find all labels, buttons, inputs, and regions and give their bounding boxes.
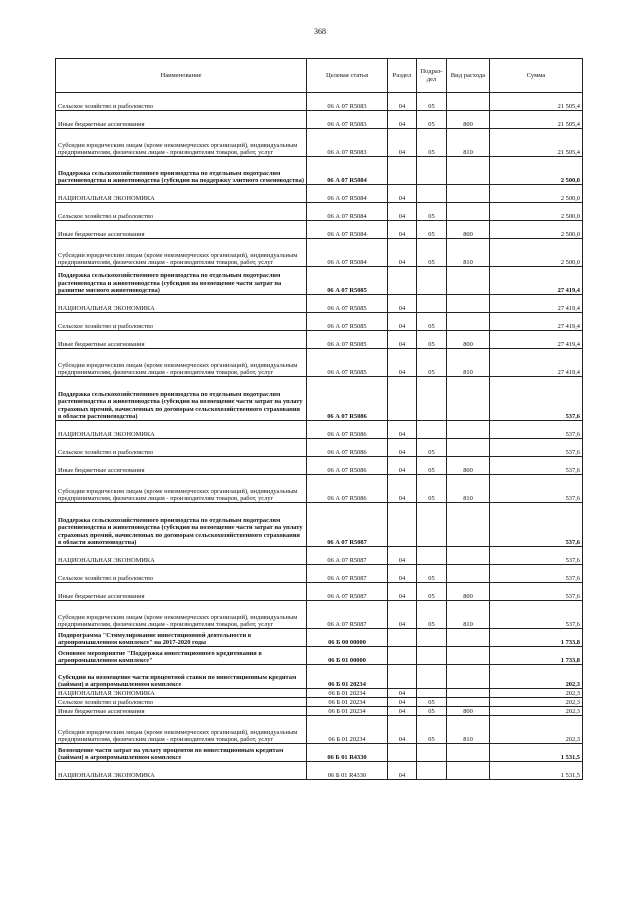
cell-target-article: 06 А 07 R5087 bbox=[307, 601, 388, 629]
cell-sum: 537,6 bbox=[490, 457, 583, 475]
cell-sum: 537,6 bbox=[490, 601, 583, 629]
cell-section: 04 bbox=[388, 349, 417, 377]
header-target-article: Целевая статья bbox=[307, 59, 388, 93]
cell-expense-type: 800 bbox=[447, 583, 490, 601]
cell-expense-type bbox=[447, 503, 490, 547]
cell-target-article: 06 А 07 R5084 bbox=[307, 157, 388, 185]
cell-name: Подпрограмма "Стимулирование инвестиционной деятельности в агропромышленном комплексе" на 2017-2020 годы bbox=[56, 629, 307, 647]
table-header-row bbox=[56, 59, 583, 93]
cell-expense-type bbox=[447, 295, 490, 313]
cell-sum: 2 500,0 bbox=[490, 157, 583, 185]
cell-target-article: 06 Б 01 20234 bbox=[307, 665, 388, 689]
cell-target-article: 06 Б 01 20234 bbox=[307, 716, 388, 744]
cell-expense-type: 800 bbox=[447, 331, 490, 349]
table-row bbox=[56, 331, 583, 349]
cell-subsection: 05 bbox=[417, 565, 447, 583]
cell-subsection: 05 bbox=[417, 129, 447, 157]
cell-sum: 202,3 bbox=[490, 689, 583, 698]
table-row bbox=[56, 647, 583, 665]
cell-target-article: 06 А 07 R5086 bbox=[307, 439, 388, 457]
table-row bbox=[56, 239, 583, 267]
table-row bbox=[56, 377, 583, 421]
cell-subsection bbox=[417, 762, 447, 780]
table-row bbox=[56, 744, 583, 762]
cell-expense-type: 810 bbox=[447, 716, 490, 744]
cell-target-article: 06 Б 01 20234 bbox=[307, 698, 388, 707]
table-body bbox=[56, 93, 583, 780]
table-row bbox=[56, 547, 583, 565]
cell-name: Иные бюджетные ассигнования bbox=[56, 457, 307, 475]
cell-section: 04 bbox=[388, 762, 417, 780]
cell-section bbox=[388, 629, 417, 647]
cell-section: 04 bbox=[388, 185, 417, 203]
cell-section: 04 bbox=[388, 313, 417, 331]
cell-name: Иные бюджетные ассигнования bbox=[56, 111, 307, 129]
cell-expense-type: 800 bbox=[447, 221, 490, 239]
header-sum: Сумма bbox=[490, 59, 583, 93]
cell-expense-type bbox=[447, 565, 490, 583]
cell-section: 04 bbox=[388, 93, 417, 111]
cell-name: Сельское хозяйство и рыболовство bbox=[56, 203, 307, 221]
cell-target-article: 06 А 07 R5085 bbox=[307, 313, 388, 331]
cell-sum: 537,6 bbox=[490, 565, 583, 583]
cell-subsection: 05 bbox=[417, 716, 447, 744]
cell-subsection: 05 bbox=[417, 203, 447, 221]
cell-subsection: 05 bbox=[417, 331, 447, 349]
cell-sum: 27 419,4 bbox=[490, 295, 583, 313]
cell-sum: 21 505,4 bbox=[490, 111, 583, 129]
cell-name: НАЦИОНАЛЬНАЯ ЭКОНОМИКА bbox=[56, 421, 307, 439]
cell-target-article: 06 А 07 R5084 bbox=[307, 185, 388, 203]
cell-name: Поддержка сельскохозяйственного производства по отдельным подотраслям растениеводства и животноводства (субсидии на поддержку элитного семеноводства) bbox=[56, 157, 307, 185]
cell-target-article: 06 А 07 R5084 bbox=[307, 221, 388, 239]
cell-name: Поддержка сельскохозяйственного производства по отдельным подотраслям растениеводства и животноводства (субсидии на возмещение части затрат на уплату страховых премий, начисленных по договорам сельскохозяйственного страхования в области растениеводства) bbox=[56, 377, 307, 421]
cell-section: 04 bbox=[388, 698, 417, 707]
cell-name: Иные бюджетные ассигнования bbox=[56, 707, 307, 716]
table-row bbox=[56, 689, 583, 698]
cell-sum: 537,6 bbox=[490, 583, 583, 601]
cell-expense-type bbox=[447, 377, 490, 421]
cell-subsection: 05 bbox=[417, 707, 447, 716]
cell-section: 04 bbox=[388, 295, 417, 313]
cell-target-article: 06 А 07 R5085 bbox=[307, 295, 388, 313]
cell-expense-type: 810 bbox=[447, 349, 490, 377]
table-row bbox=[56, 93, 583, 111]
cell-name: НАЦИОНАЛЬНАЯ ЭКОНОМИКА bbox=[56, 762, 307, 780]
table-row bbox=[56, 313, 583, 331]
cell-expense-type bbox=[447, 744, 490, 762]
cell-subsection bbox=[417, 267, 447, 295]
table-row bbox=[56, 716, 583, 744]
cell-section: 04 bbox=[388, 601, 417, 629]
cell-expense-type bbox=[447, 185, 490, 203]
cell-name: Сельское хозяйство и рыболовство bbox=[56, 565, 307, 583]
cell-sum: 202,3 bbox=[490, 716, 583, 744]
table-row bbox=[56, 157, 583, 185]
cell-target-article: 06 А 07 R5086 bbox=[307, 377, 388, 421]
table-row bbox=[56, 185, 583, 203]
table-row bbox=[56, 439, 583, 457]
cell-section bbox=[388, 377, 417, 421]
cell-target-article: 06 Б 01 20234 bbox=[307, 689, 388, 698]
cell-expense-type bbox=[447, 157, 490, 185]
cell-sum: 27 419,4 bbox=[490, 349, 583, 377]
table-row bbox=[56, 129, 583, 157]
cell-subsection bbox=[417, 547, 447, 565]
cell-expense-type bbox=[447, 93, 490, 111]
cell-expense-type bbox=[447, 629, 490, 647]
cell-target-article: 06 А 07 R5086 bbox=[307, 421, 388, 439]
header-name: Наименование bbox=[56, 59, 307, 93]
cell-name: Основное мероприятие "Поддержка инвестиционного кредитования в агропромышленном комплексе" bbox=[56, 647, 307, 665]
cell-section: 04 bbox=[388, 203, 417, 221]
cell-sum: 27 419,4 bbox=[490, 267, 583, 295]
cell-subsection bbox=[417, 377, 447, 421]
cell-section: 04 bbox=[388, 475, 417, 503]
cell-subsection: 05 bbox=[417, 93, 447, 111]
cell-section bbox=[388, 157, 417, 185]
cell-sum: 1 531,5 bbox=[490, 762, 583, 780]
table-row bbox=[56, 295, 583, 313]
cell-section: 04 bbox=[388, 547, 417, 565]
cell-name: НАЦИОНАЛЬНАЯ ЭКОНОМИКА bbox=[56, 689, 307, 698]
header-subsection: Подраз-дел bbox=[417, 59, 447, 93]
cell-subsection: 05 bbox=[417, 698, 447, 707]
cell-subsection bbox=[417, 295, 447, 313]
cell-section bbox=[388, 647, 417, 665]
table-row bbox=[56, 267, 583, 295]
cell-subsection bbox=[417, 744, 447, 762]
cell-subsection: 05 bbox=[417, 601, 447, 629]
cell-target-article: 06 Б 00 00000 bbox=[307, 629, 388, 647]
cell-name: Иные бюджетные ассигнования bbox=[56, 221, 307, 239]
cell-name: Субсидии юридическим лицам (кроме некоммерческих организаций), индивидуальным предпринимателям, физическим лицам - производителям товаров, работ, услуг bbox=[56, 129, 307, 157]
header-expense-type: Вид расхода bbox=[447, 59, 490, 93]
cell-expense-type: 810 bbox=[447, 601, 490, 629]
cell-sum: 1 531,5 bbox=[490, 744, 583, 762]
cell-target-article: 06 Б 01 00000 bbox=[307, 647, 388, 665]
table-row bbox=[56, 421, 583, 439]
cell-section bbox=[388, 267, 417, 295]
cell-sum: 2 500,0 bbox=[490, 221, 583, 239]
cell-target-article: 06 А 07 R5087 bbox=[307, 503, 388, 547]
cell-section bbox=[388, 744, 417, 762]
cell-target-article: 06 А 07 R5087 bbox=[307, 583, 388, 601]
table-row bbox=[56, 762, 583, 780]
table-row bbox=[56, 629, 583, 647]
cell-name: Возмещение части затрат на уплату процентов по инвестиционным кредитам (займам) в агропромышленном комплексе bbox=[56, 744, 307, 762]
cell-subsection: 05 bbox=[417, 439, 447, 457]
cell-name: Сельское хозяйство и рыболовство bbox=[56, 93, 307, 111]
cell-expense-type: 800 bbox=[447, 111, 490, 129]
cell-expense-type bbox=[447, 313, 490, 331]
cell-target-article: 06 А 07 R5084 bbox=[307, 203, 388, 221]
cell-sum: 202,3 bbox=[490, 698, 583, 707]
cell-subsection: 05 bbox=[417, 313, 447, 331]
cell-subsection bbox=[417, 421, 447, 439]
cell-subsection: 05 bbox=[417, 111, 447, 129]
table-row bbox=[56, 221, 583, 239]
cell-sum: 537,6 bbox=[490, 547, 583, 565]
cell-name: Субсидии юридическим лицам (кроме некоммерческих организаций), индивидуальным предпринимателям, физическим лицам - производителям товаров, работ, услуг bbox=[56, 239, 307, 267]
page-number: 368 bbox=[314, 27, 326, 36]
cell-section: 04 bbox=[388, 565, 417, 583]
table-row bbox=[56, 203, 583, 221]
cell-expense-type: 810 bbox=[447, 239, 490, 267]
cell-section: 04 bbox=[388, 421, 417, 439]
cell-name: Сельское хозяйство и рыболовство bbox=[56, 439, 307, 457]
cell-expense-type bbox=[447, 698, 490, 707]
cell-name: НАЦИОНАЛЬНАЯ ЭКОНОМИКА bbox=[56, 185, 307, 203]
cell-section: 04 bbox=[388, 716, 417, 744]
cell-name: Иные бюджетные ассигнования bbox=[56, 331, 307, 349]
cell-section: 04 bbox=[388, 707, 417, 716]
cell-subsection bbox=[417, 157, 447, 185]
cell-name: НАЦИОНАЛЬНАЯ ЭКОНОМИКА bbox=[56, 547, 307, 565]
cell-sum: 2 500,0 bbox=[490, 185, 583, 203]
cell-name: Поддержка сельскохозяйственного производства по отдельным подотраслям растениеводства и животноводства (субсидии на возмещение части затрат на развитие мясного животноводства) bbox=[56, 267, 307, 295]
table-row bbox=[56, 475, 583, 503]
cell-sum: 537,6 bbox=[490, 377, 583, 421]
cell-target-article: 06 А 07 R5085 bbox=[307, 267, 388, 295]
cell-sum: 202,3 bbox=[490, 707, 583, 716]
cell-name: Субсидии юридическим лицам (кроме некоммерческих организаций), индивидуальным предпринимателям, физическим лицам - производителям товаров, работ, услуг bbox=[56, 716, 307, 744]
cell-target-article: 06 Б 01 R4330 bbox=[307, 762, 388, 780]
cell-subsection bbox=[417, 185, 447, 203]
cell-subsection: 05 bbox=[417, 239, 447, 267]
cell-section: 04 bbox=[388, 239, 417, 267]
cell-expense-type bbox=[447, 421, 490, 439]
cell-subsection bbox=[417, 689, 447, 698]
cell-target-article: 06 А 07 R5083 bbox=[307, 129, 388, 157]
table-row bbox=[56, 601, 583, 629]
cell-subsection bbox=[417, 503, 447, 547]
cell-sum: 537,6 bbox=[490, 421, 583, 439]
table-row bbox=[56, 583, 583, 601]
cell-sum: 1 733,8 bbox=[490, 647, 583, 665]
cell-expense-type bbox=[447, 665, 490, 689]
cell-target-article: 06 А 07 R5083 bbox=[307, 93, 388, 111]
table-row bbox=[56, 565, 583, 583]
cell-subsection: 05 bbox=[417, 349, 447, 377]
cell-expense-type: 800 bbox=[447, 707, 490, 716]
cell-subsection: 05 bbox=[417, 221, 447, 239]
cell-name: Субсидии на возмещение части процентной ставки по инвестиционным кредитам (займам) в агропромышленном комплексе bbox=[56, 665, 307, 689]
cell-section: 04 bbox=[388, 457, 417, 475]
cell-expense-type bbox=[447, 647, 490, 665]
cell-section: 04 bbox=[388, 111, 417, 129]
table-row bbox=[56, 665, 583, 689]
cell-target-article: 06 А 07 R5087 bbox=[307, 565, 388, 583]
cell-sum: 202,3 bbox=[490, 665, 583, 689]
table-row bbox=[56, 111, 583, 129]
cell-name: Поддержка сельскохозяйственного производства по отдельным подотраслям растениеводства и животноводства (субсидии на возмещение части затрат на уплату страховых премий, начисленных по договорам сельскохозяйственного страхования в области животноводства) bbox=[56, 503, 307, 547]
cell-sum: 27 419,4 bbox=[490, 331, 583, 349]
cell-subsection: 05 bbox=[417, 457, 447, 475]
cell-subsection: 05 bbox=[417, 583, 447, 601]
cell-name: Субсидии юридическим лицам (кроме некоммерческих организаций), индивидуальным предпринимателям, физическим лицам - производителям товаров, работ, услуг bbox=[56, 601, 307, 629]
cell-target-article: 06 А 07 R5085 bbox=[307, 349, 388, 377]
cell-section: 04 bbox=[388, 583, 417, 601]
cell-section: 04 bbox=[388, 129, 417, 157]
cell-expense-type bbox=[447, 689, 490, 698]
cell-name: Субсидии юридическим лицам (кроме некоммерческих организаций), индивидуальным предпринимателям, физическим лицам - производителям товаров, работ, услуг bbox=[56, 475, 307, 503]
cell-sum: 27 419,4 bbox=[490, 313, 583, 331]
cell-section: 04 bbox=[388, 331, 417, 349]
cell-expense-type: 810 bbox=[447, 475, 490, 503]
cell-expense-type bbox=[447, 267, 490, 295]
cell-name: Сельское хозяйство и рыболовство bbox=[56, 313, 307, 331]
cell-section: 04 bbox=[388, 689, 417, 698]
cell-sum: 1 733,8 bbox=[490, 629, 583, 647]
table-row bbox=[56, 503, 583, 547]
cell-expense-type: 800 bbox=[447, 457, 490, 475]
cell-expense-type bbox=[447, 762, 490, 780]
cell-subsection bbox=[417, 647, 447, 665]
cell-section bbox=[388, 503, 417, 547]
cell-section: 04 bbox=[388, 439, 417, 457]
table-row bbox=[56, 698, 583, 707]
table-row bbox=[56, 349, 583, 377]
cell-sum: 21 505,4 bbox=[490, 129, 583, 157]
cell-target-article: 06 А 07 R5083 bbox=[307, 111, 388, 129]
cell-name: Иные бюджетные ассигнования bbox=[56, 583, 307, 601]
cell-target-article: 06 А 07 R5086 bbox=[307, 457, 388, 475]
header-section: Раздел bbox=[388, 59, 417, 93]
cell-sum: 537,6 bbox=[490, 475, 583, 503]
cell-sum: 537,6 bbox=[490, 503, 583, 547]
cell-target-article: 06 А 07 R5086 bbox=[307, 475, 388, 503]
cell-target-article: 06 А 07 R5087 bbox=[307, 547, 388, 565]
cell-sum: 2 500,0 bbox=[490, 239, 583, 267]
cell-sum: 2 500,0 bbox=[490, 203, 583, 221]
cell-section bbox=[388, 665, 417, 689]
cell-name: НАЦИОНАЛЬНАЯ ЭКОНОМИКА bbox=[56, 295, 307, 313]
cell-expense-type bbox=[447, 439, 490, 457]
cell-expense-type bbox=[447, 547, 490, 565]
table-row bbox=[56, 707, 583, 716]
table-row bbox=[56, 457, 583, 475]
cell-target-article: 06 А 07 R5084 bbox=[307, 239, 388, 267]
cell-sum: 537,6 bbox=[490, 439, 583, 457]
cell-name: Субсидии юридическим лицам (кроме некоммерческих организаций), индивидуальным предпринимателям, физическим лицам - производителям товаров, работ, услуг bbox=[56, 349, 307, 377]
cell-name: Сельское хозяйство и рыболовство bbox=[56, 698, 307, 707]
cell-subsection bbox=[417, 629, 447, 647]
cell-subsection: 05 bbox=[417, 475, 447, 503]
cell-target-article: 06 Б 01 20234 bbox=[307, 707, 388, 716]
budget-table bbox=[55, 58, 583, 780]
cell-target-article: 06 А 07 R5085 bbox=[307, 331, 388, 349]
cell-sum: 21 505,4 bbox=[490, 93, 583, 111]
cell-expense-type bbox=[447, 203, 490, 221]
cell-section: 04 bbox=[388, 221, 417, 239]
cell-subsection bbox=[417, 665, 447, 689]
cell-expense-type: 810 bbox=[447, 129, 490, 157]
cell-target-article: 06 Б 01 R4330 bbox=[307, 744, 388, 762]
